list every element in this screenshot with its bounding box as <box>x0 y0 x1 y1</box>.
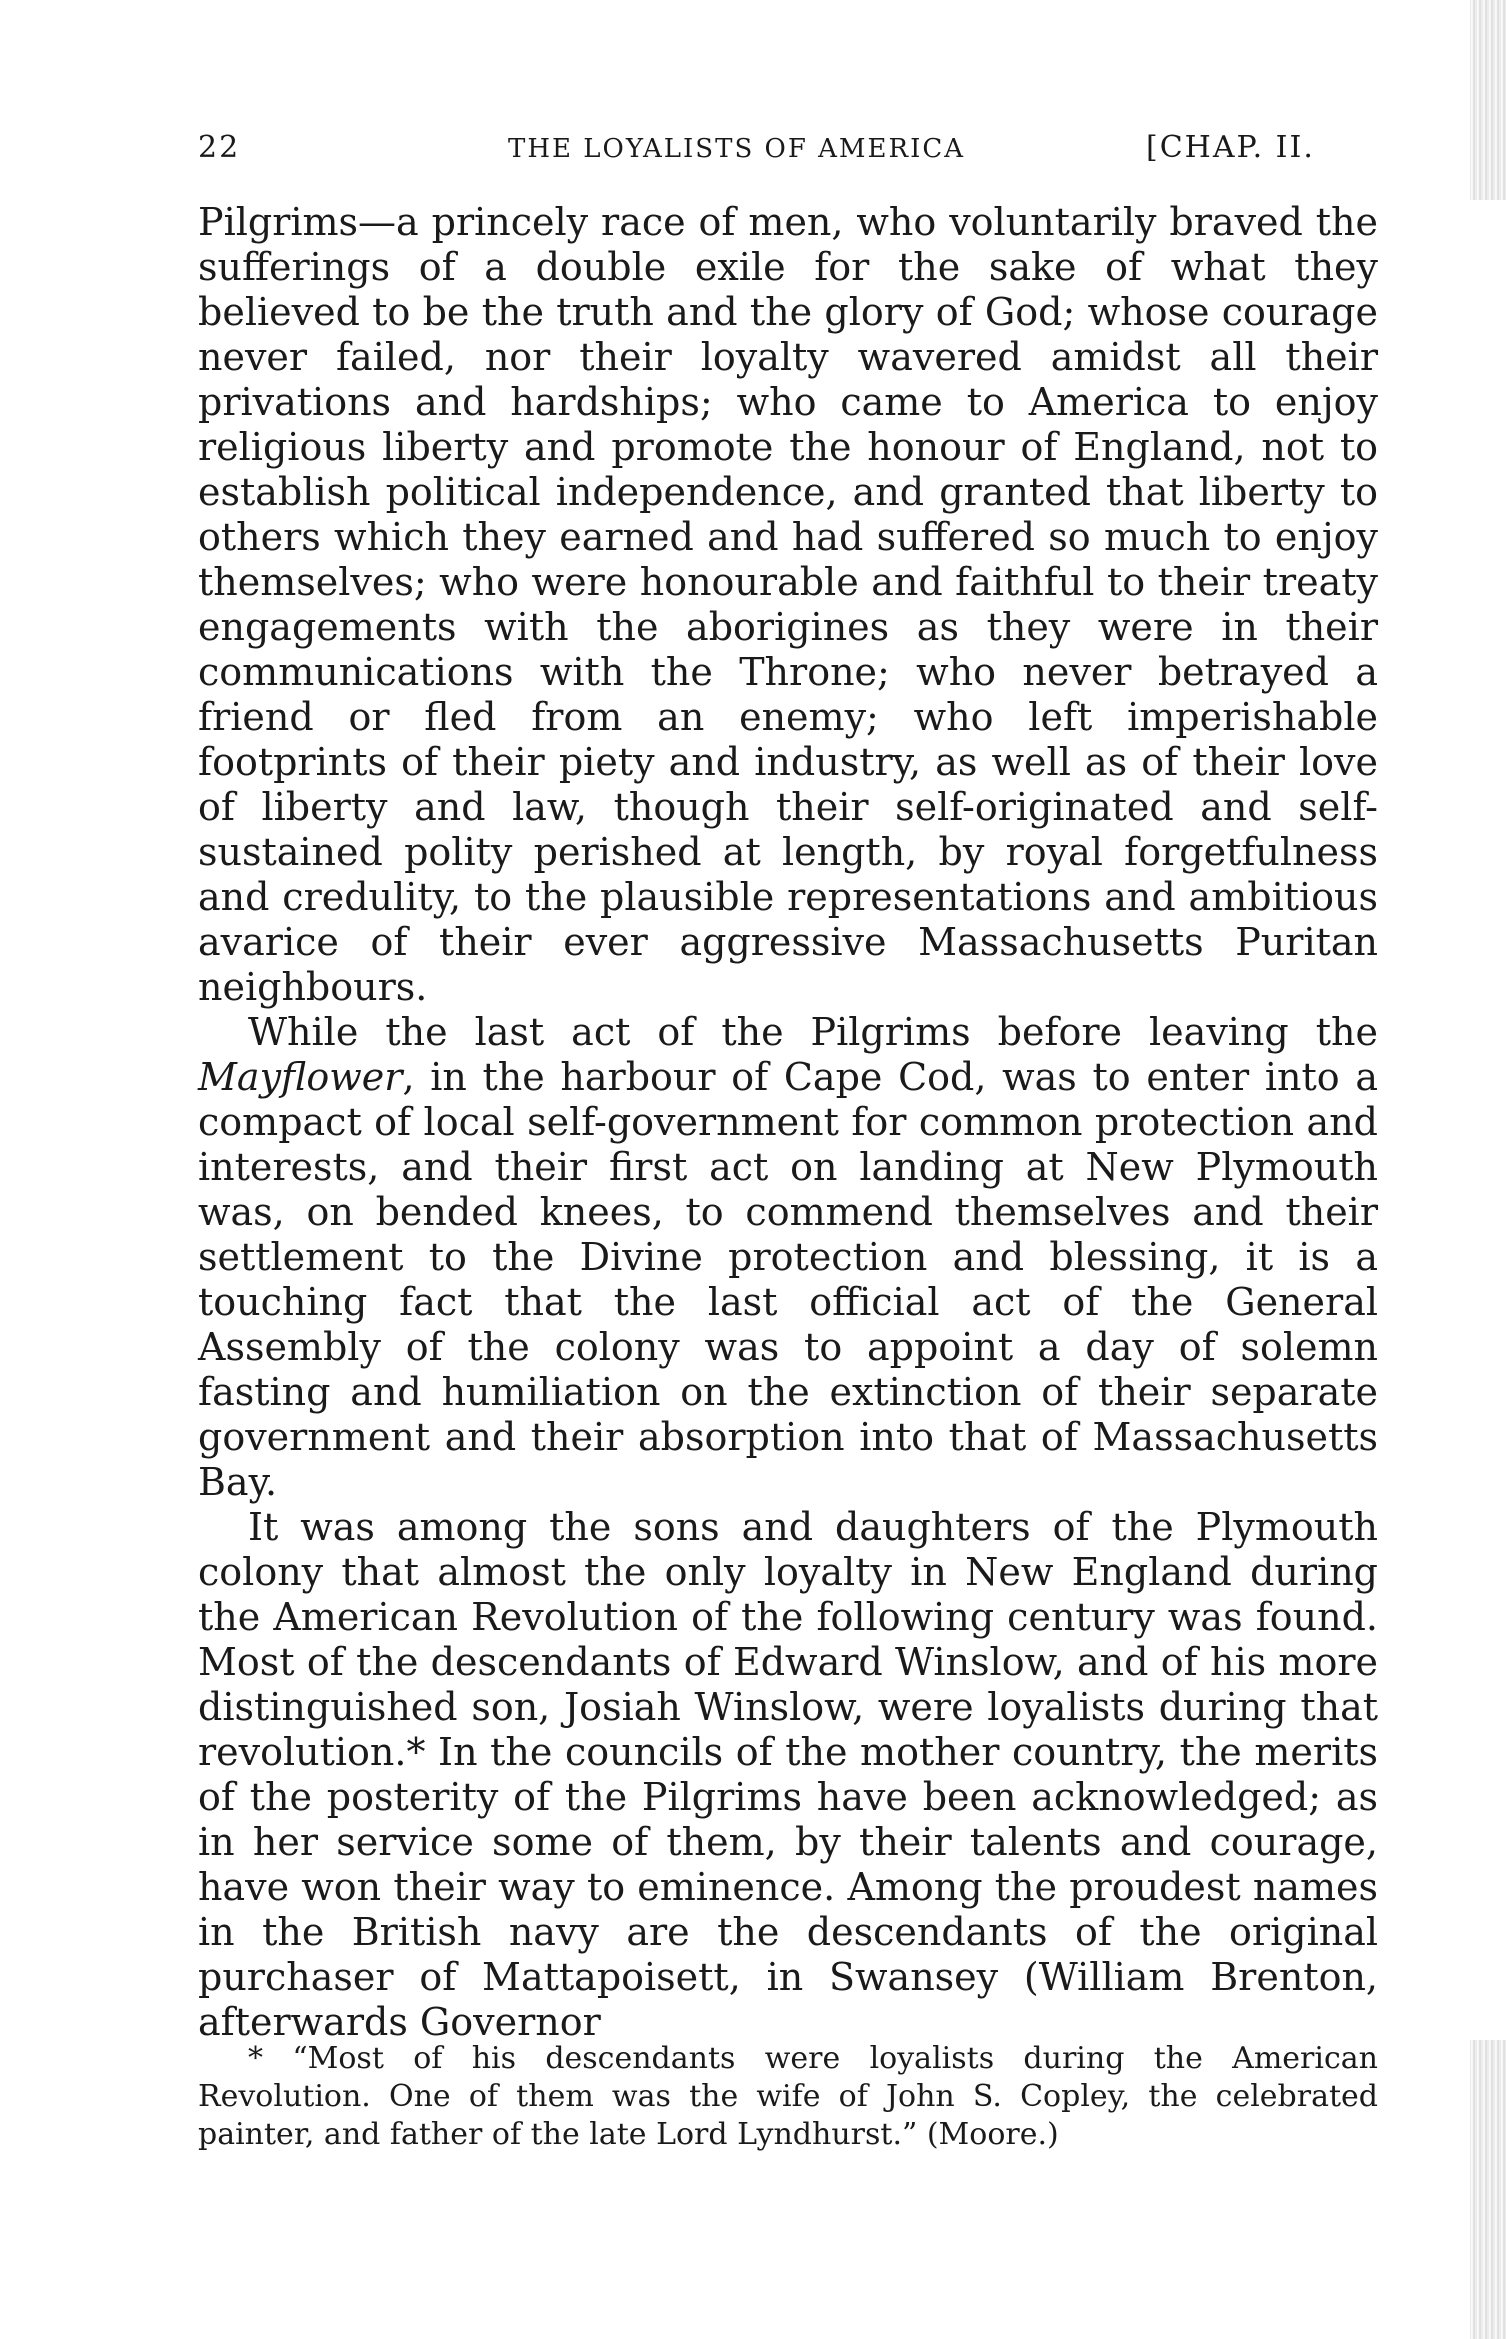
paragraph: Pilgrims—a princely race of men, who voluntarily braved the sufferings of a double exile for the sake of what they believed to be the truth and the glory of God; whose courage never failed, nor their loyalty wavered amidst all their privations and hardships; who came to America to enjoy religious liberty and promote the honour of England, not to establish political independence, and granted that liberty to others which they earned and had suffered so much to enjoy themselves; who were honourable and faithful to their treaty engagements with the aborigines as they were in their communications with the Throne; who never betrayed a friend or fled from an enemy; who left imperishable footprints of their piety and industry, as well as of their love of liberty and law, though their self-originated and self-sustained polity perished at length, by royal forgetfulness and credulity, to the plausible representations and ambitious avarice of their ever aggressive Massachusetts Puritan neighbours. <box>198 200 1378 1009</box>
footnote-text: * “Most of his descendants were loyalists during the American Revolution. One of them was the wife of John S. Copley, the celebrated painter, and father of the late Lord Lyndhurst.” (Moore.) <box>198 2041 1378 2152</box>
paragraph-text: While the last act of the Pilgrims before leaving the <box>248 1010 1378 1054</box>
scan-edge-artifact <box>1470 2040 1506 2339</box>
paragraph-text: , in the harbour of Cape Cod, was to enter into a compact of local self-government for common protection and interests, and their first act on landing at New Plymouth was, on bended knees, to commend themselves and their settlement to the Divine protection and blessing, it is a touching fact that the last official act of the General Assembly of the colony was to appoint a day of solemn fasting and humiliation on the extinction of their separate government and their absorption into that of Massachusetts Bay. <box>198 1055 1378 1504</box>
ship-name: Mayflower <box>198 1055 403 1099</box>
paragraph <box>198 1010 1378 1505</box>
running-title: THE LOYALISTS OF AMERICA <box>508 134 966 164</box>
page-number: 22 <box>198 130 241 165</box>
footnote <box>198 2040 1378 2154</box>
paragraph: It was among the sons and daughters of the Plymouth colony that almost the only loyalty in New England during the American Revolution of the following century was found. Most of the descendants of Edward Winslow, and of his more distinguished son, Josiah Winslow, were loyalists during that revolution.* In the councils of the mother country, the merits of the posterity of the Pilgrims have been acknowledged; as in her service some of them, by their talents and courage, have won their way to eminence. Among the proudest names in the British navy are the descendants of the original purchaser of Mattapoisett, in Swansey (William Brenton, afterwards Governor <box>198 1505 1378 2044</box>
page-header <box>198 130 1398 180</box>
chapter-label: [CHAP. II. <box>1146 130 1315 165</box>
body-text <box>198 200 1378 2045</box>
scan-edge-artifact <box>1470 0 1506 200</box>
